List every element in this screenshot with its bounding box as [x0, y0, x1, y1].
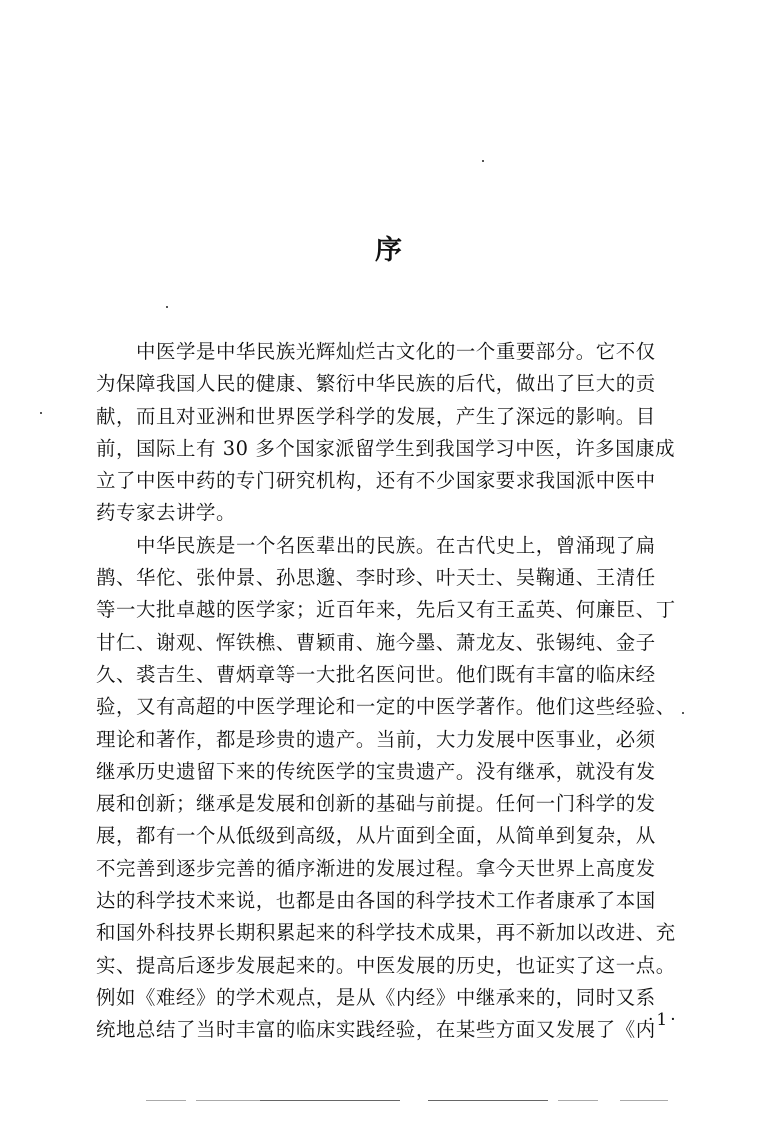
scan-edge-mark	[558, 1100, 598, 1101]
scan-speck	[682, 712, 684, 714]
scan-speck	[40, 412, 42, 414]
scan-speck	[166, 306, 168, 308]
text-line: 展，都有一个从低级到高级，从片面到全面，从简单到复杂，从	[96, 824, 656, 848]
scan-edge-mark	[620, 1100, 668, 1101]
text-line: 前，国际上有 30 多个国家派留学生到我国学习中医，许多国康成	[96, 436, 676, 460]
scan-edge-mark	[146, 1100, 186, 1101]
text-line: 药专家去讲学。	[96, 501, 236, 525]
text-line: 甘仁、谢观、恽铁樵、曹颖甫、施今墨、萧龙友、张锡纯、金子	[96, 630, 656, 654]
text-line: 久、裘吉生、曹炳章等一大批名医问世。他们既有丰富的临床经	[96, 662, 656, 686]
text-line: 等一大批卓越的医学家；近百年来，先后又有王孟英、何廉臣、丁	[96, 598, 676, 622]
text-line: 不完善到逐步完善的循序渐进的发展过程。拿今天世界上高度发	[96, 856, 656, 880]
text-line: 为保障我国人民的健康、繁衍中华民族的后代，做出了巨大的贡	[96, 372, 656, 396]
text-line: 展和创新；继承是发展和创新的基础与前提。任何一门科学的发	[96, 792, 656, 816]
text-line: 实、提高后逐步发展起来的。中医发展的历史，也证实了这一点。	[96, 953, 676, 977]
text-line: 例如《难经》的学术观点，是从《内经》中继承来的，同时又系	[96, 985, 656, 1009]
text-line: 献，而且对亚洲和世界医学科学的发展，产生了深远的影响。目	[96, 404, 656, 428]
text-line: 继承历史遗留下来的传统医学的宝贵遗产。没有继承，就没有发	[96, 759, 656, 783]
scan-speck	[482, 160, 484, 162]
text-line: 理论和著作，都是珍贵的遗产。当前，大力发展中医事业，必须	[96, 727, 656, 751]
text-line: 立了中医中药的专门研究机构，还有不少国家要求我国派中医中	[96, 469, 656, 493]
body-text	[96, 336, 696, 1047]
text-line: 鹊、华佗、张仲景、孙思邈、李时珍、叶天士、吴鞠通、王清任	[96, 566, 656, 590]
scan-edge-mark	[260, 1100, 400, 1101]
text-line: 中医学是中华民族光辉灿烂古文化的一个重要部分。它不仅	[136, 340, 656, 363]
scan-edge-mark	[428, 1100, 548, 1101]
text-line: 达的科学技术来说，也都是由各国的科学技术工作者康承了本国	[96, 889, 656, 913]
text-line: 中华民族是一个名医辈出的民族。在古代史上，曾涌现了扁	[136, 533, 656, 557]
page-number: ·1·	[648, 1010, 679, 1030]
text-line: 和国外科技界长期积累起来的科学技术成果，再不新加以改进、充	[96, 921, 676, 945]
text-line: 验，又有高超的中医学理论和一定的中医学著作。他们这些经验、	[96, 695, 676, 719]
page-title: 序	[375, 235, 402, 266]
text-line: 统地总结了当时丰富的临床实践经验，在某些方面又发展了《内	[96, 1018, 656, 1042]
